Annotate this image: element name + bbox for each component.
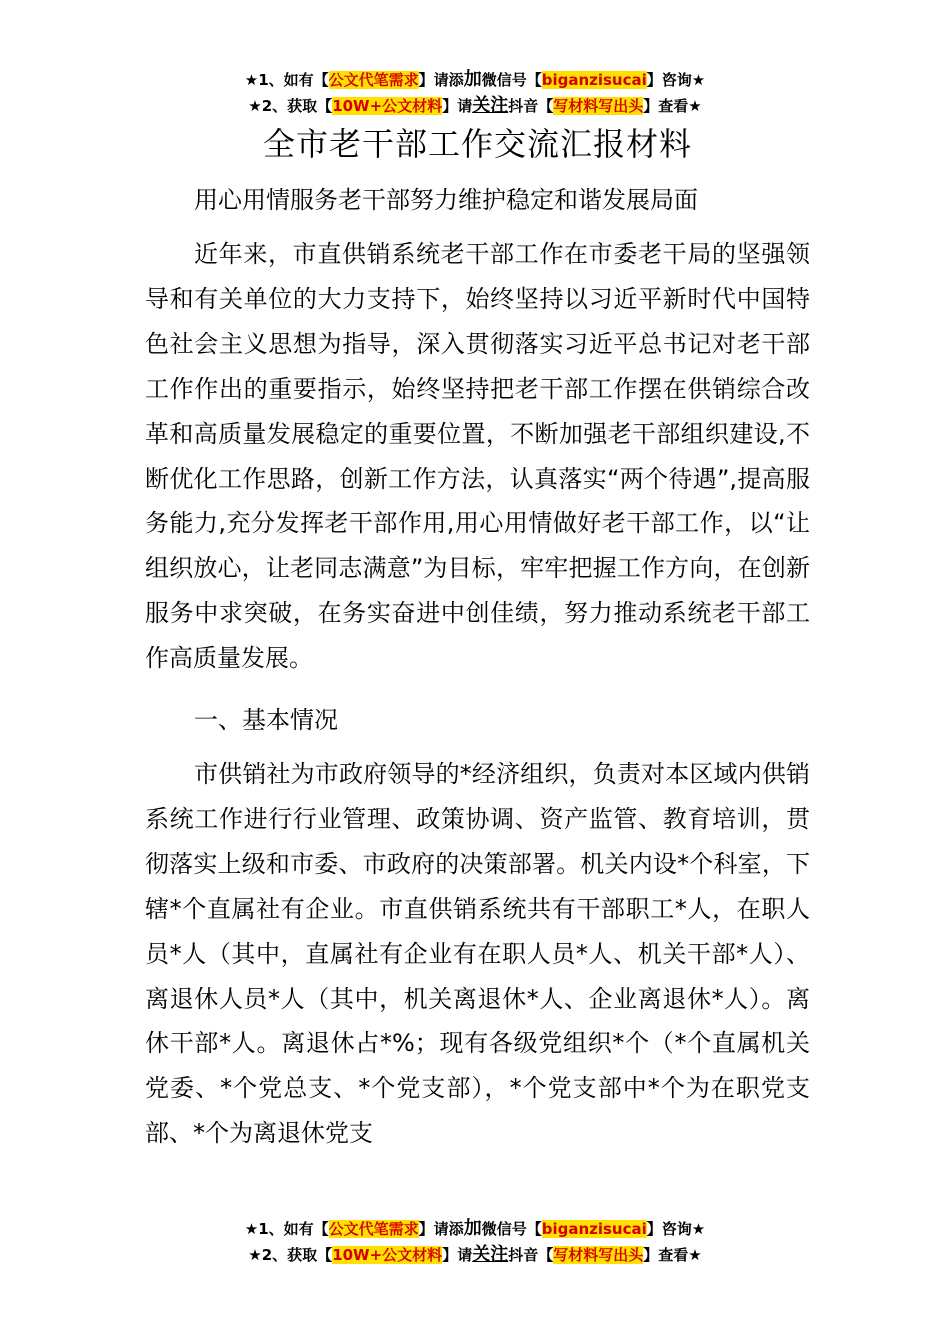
document-body bbox=[145, 122, 810, 1156]
promo-text: 】咨询★ bbox=[646, 1220, 706, 1238]
promo-text: 抖音【 bbox=[508, 97, 554, 115]
promo-line-1 bbox=[0, 1216, 950, 1242]
document-subtitle: 用心用情服务老干部努力维护稳定和谐发展局面 bbox=[194, 186, 698, 214]
section-paragraph: 市供销社为市政府领导的*经济组织，负责对本区域内供销系统工作进行行业管理、政策协调、资产监管、教育培训，贯彻落实上级和市委、市政府的决策部署。机关内设*个科室，下辖*个直属社有企业。市直供销系统共有干部职工*人，在职人员*人（其中，直属社有企业有在职人员*人、机关干部*人）、离退休人员*人（其中，机关离退休*人、企业离退休*人）。离休干部*人。离退休占*%；现有各级党组织*个（*个直属机关党委、*个党总支、*个党支部），*个党支部中*个为在职党支部、*个为离退休党支 bbox=[145, 759, 810, 1148]
promo-text: 】请添 bbox=[418, 71, 464, 89]
promo-text: 微信号【 bbox=[481, 71, 542, 89]
promo-text: 】查看★ bbox=[643, 1246, 702, 1264]
promo-douyin-id: 写材料写出头 bbox=[553, 1246, 644, 1264]
promo-text: 】咨询★ bbox=[646, 71, 706, 89]
promo-text: 】查看★ bbox=[643, 97, 702, 115]
promo-line-2 bbox=[0, 93, 950, 119]
promo-emphasis: 加 bbox=[463, 1218, 482, 1239]
promo-emphasis: 关注 bbox=[472, 1244, 509, 1265]
promo-text: ★2、获取【 bbox=[248, 1246, 333, 1264]
promo-highlight: 公文代笔需求 bbox=[328, 71, 419, 89]
promo-line-1 bbox=[0, 67, 950, 93]
promo-douyin-id: 写材料写出头 bbox=[553, 97, 644, 115]
document-title: 全市老干部工作交流汇报材料 bbox=[262, 125, 692, 163]
promo-emphasis: 加 bbox=[463, 69, 482, 90]
promo-highlight: 10W+公文材料 bbox=[332, 1246, 443, 1264]
footer-promo-banner bbox=[0, 1216, 950, 1268]
promo-text: 】请 bbox=[442, 97, 473, 115]
promo-wechat-id: biganzisucai bbox=[541, 1220, 647, 1238]
promo-text: ★1、如有【 bbox=[244, 71, 329, 89]
promo-text: 】请 bbox=[442, 1246, 473, 1264]
promo-text: 微信号【 bbox=[481, 1220, 542, 1238]
promo-highlight: 10W+公文材料 bbox=[332, 97, 443, 115]
promo-emphasis: 关注 bbox=[472, 95, 509, 116]
intro-paragraph: 近年来，市直供销系统老干部工作在市委老干局的坚强领导和有关单位的大力支持下，始终坚持以习近平新时代中国特色社会主义思想为指导，深入贯彻落实习近平总书记对老干部工作作出的重要指示，始终坚持把老干部工作摆在供销综合改革和高质量发展稳定的重要位置，不断加强老干部组织建设,不断优化工作思路，创新工作方法，认真落实“两个待遇”,提高服务能力,充分发挥老干部作用,用心用情做好老干部工作，以“让组织放心，让老同志满意”为目标，牢牢把握工作方向，在创新服务中求突破，在务实奋进中创佳绩，努力推动系统老干部工作高质量发展。 bbox=[145, 240, 810, 673]
promo-text: 】请添 bbox=[418, 1220, 464, 1238]
section-heading: 一、基本情况 bbox=[194, 706, 338, 735]
promo-text: ★1、如有【 bbox=[244, 1220, 329, 1238]
promo-highlight: 公文代笔需求 bbox=[328, 1220, 419, 1238]
promo-text: ★2、获取【 bbox=[248, 97, 333, 115]
promo-text: 抖音【 bbox=[508, 1246, 554, 1264]
promo-line-2 bbox=[0, 1242, 950, 1268]
header-promo-banner bbox=[0, 67, 950, 119]
promo-wechat-id: biganzisucai bbox=[541, 71, 647, 89]
